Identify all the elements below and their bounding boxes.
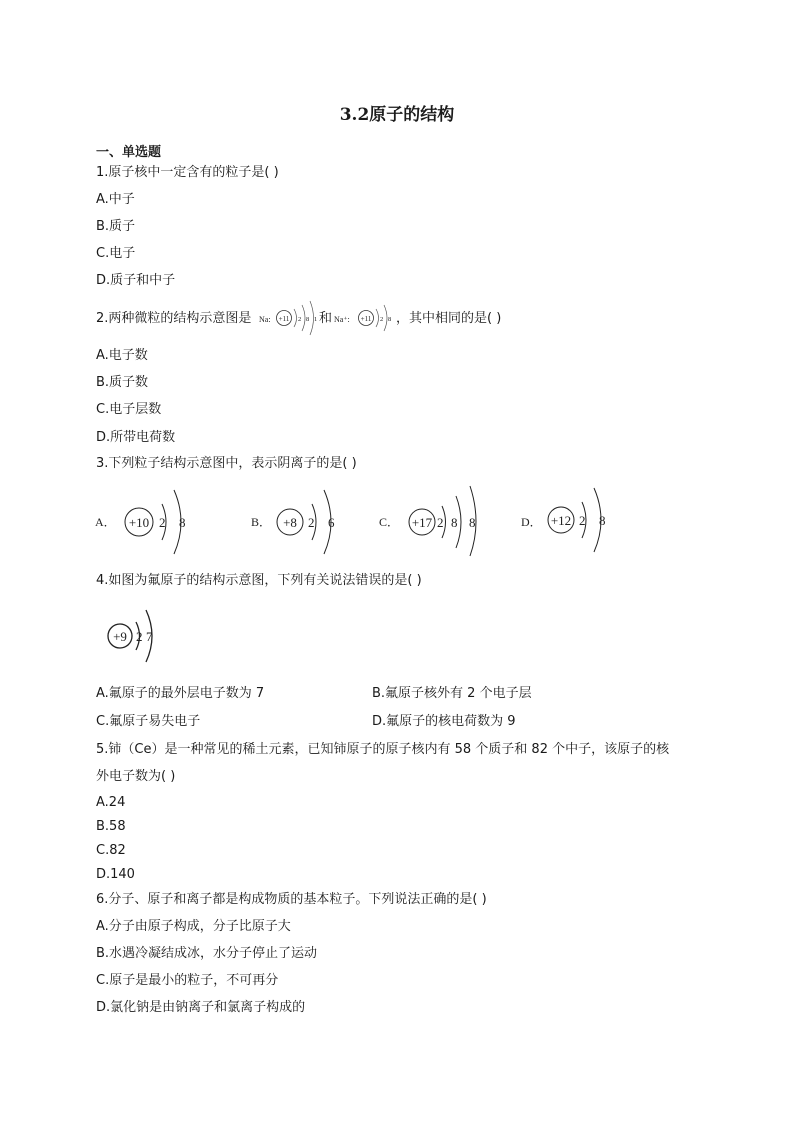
- q6-stem: 6.分子、原子和离子都是构成物质的基本粒子。下列说法正确的是( ): [96, 892, 487, 907]
- q6-option-d: D.氯化钠是由钠离子和氯离子构成的: [96, 1000, 306, 1015]
- na-ion-shell-2: 8: [388, 316, 392, 323]
- q3-choice-d-letter: D．: [521, 515, 542, 529]
- q3-choice-a-diagram: [94, 484, 194, 558]
- q2-option-d: D.所带电荷数: [96, 430, 176, 445]
- q3-b-charge: +8: [283, 515, 297, 530]
- page-title: 3.2原子的结构: [339, 105, 455, 125]
- q3-b-shell-1: 2: [308, 515, 315, 530]
- q3-choice-b-diagram: [250, 484, 350, 558]
- na-ion-shell-1: 2: [380, 316, 384, 323]
- q5-option-d: D.140: [96, 867, 135, 882]
- q3-a-shell-1: 2: [159, 515, 166, 530]
- q6-option-c: C.原子是最小的粒子，不可再分: [96, 973, 279, 988]
- q4-option-d: D.氟原子的核电荷数为 9: [372, 714, 516, 729]
- q4-option-c: C.氟原子易失电子: [96, 714, 201, 729]
- q2-option-a: A.电子数: [96, 348, 148, 363]
- q4-charge: +9: [113, 629, 127, 644]
- q1-stem: 1.原子核中一定含有的粒子是( ): [96, 165, 279, 180]
- q3-a-charge: +10: [128, 515, 150, 530]
- q1-option-a: A.中子: [96, 192, 135, 207]
- q3-d-shell-2: 8: [599, 513, 606, 528]
- na-ion-nucleus-charge: +11: [360, 315, 372, 323]
- q5-stem-line1: 5.铈（Ce）是一种常见的稀土元素，已知铈原子的原子核内有 58 个质子和 82 个中子，该原子的核: [96, 742, 670, 757]
- q2-option-c: C.电子层数: [96, 402, 162, 417]
- q4-fluorine-diagram: [96, 600, 162, 672]
- q3-c-charge: +17: [411, 515, 433, 530]
- q2-na-atom-diagram: [258, 298, 318, 338]
- q2-stem-prefix: 2.两种微粒的结构示意图是: [96, 311, 252, 326]
- q4-option-a: A.氟原子的最外层电子数为 7: [96, 686, 265, 701]
- na-ion-label: Na⁺:: [334, 315, 350, 324]
- q3-choice-c-letter: C．: [379, 515, 400, 529]
- na-atom-shell-3: 1: [314, 316, 318, 323]
- q3-c-shell-1: 2: [437, 515, 444, 530]
- q1-option-c: C.电子: [96, 246, 136, 261]
- q3-d-charge: +12: [550, 513, 572, 528]
- q2-na-ion-diagram: [333, 298, 395, 338]
- q6-option-b: B.水遇冷凝结成冰，水分子停止了运动: [96, 946, 318, 961]
- q4-shell-2: 7: [146, 629, 153, 644]
- q1-option-d: D.质子和中子: [96, 273, 176, 288]
- q4-shell-1: 2: [136, 629, 143, 644]
- q3-choice-a-letter: A．: [95, 515, 116, 529]
- q1-option-b: B.质子: [96, 219, 136, 234]
- na-atom-shell-2: 8: [306, 316, 310, 323]
- na-atom-label: Na:: [259, 315, 271, 324]
- q3-b-shell-2: 6: [328, 515, 335, 530]
- section-heading: 一、单选题: [96, 145, 162, 160]
- na-atom-nucleus-charge: +11: [278, 315, 290, 323]
- q2-stem-suffix: ，其中相同的是( ): [396, 311, 502, 326]
- q3-stem: 3.下列粒子结构示意图中，表示阴离子的是( ): [96, 456, 357, 471]
- q3-a-shell-2: 8: [179, 515, 186, 530]
- q4-option-b: B.氟原子核外有 2 个电子层: [372, 686, 532, 701]
- q2-option-b: B.质子数: [96, 375, 149, 390]
- q6-option-a: A.分子由原子构成，分子比原子大: [96, 919, 291, 934]
- q4-stem: 4.如图为氟原子的结构示意图，下列有关说法错误的是( ): [96, 573, 422, 588]
- q3-c-shell-3: 8: [469, 515, 476, 530]
- q3-choice-d-diagram: [520, 484, 612, 558]
- q5-stem-line2: 外电子数为( ): [96, 769, 176, 784]
- q3-choice-b-letter: B．: [251, 515, 272, 529]
- q2-stem-joiner: 和: [319, 311, 333, 326]
- q5-option-a: A.24: [96, 795, 126, 810]
- q3-choice-c-diagram: [378, 484, 482, 558]
- q3-d-shell-1: 2: [579, 513, 586, 528]
- q5-option-b: B.58: [96, 819, 126, 834]
- q3-c-shell-2: 8: [451, 515, 458, 530]
- na-atom-shell-1: 2: [298, 316, 302, 323]
- q5-option-c: C.82: [96, 843, 126, 858]
